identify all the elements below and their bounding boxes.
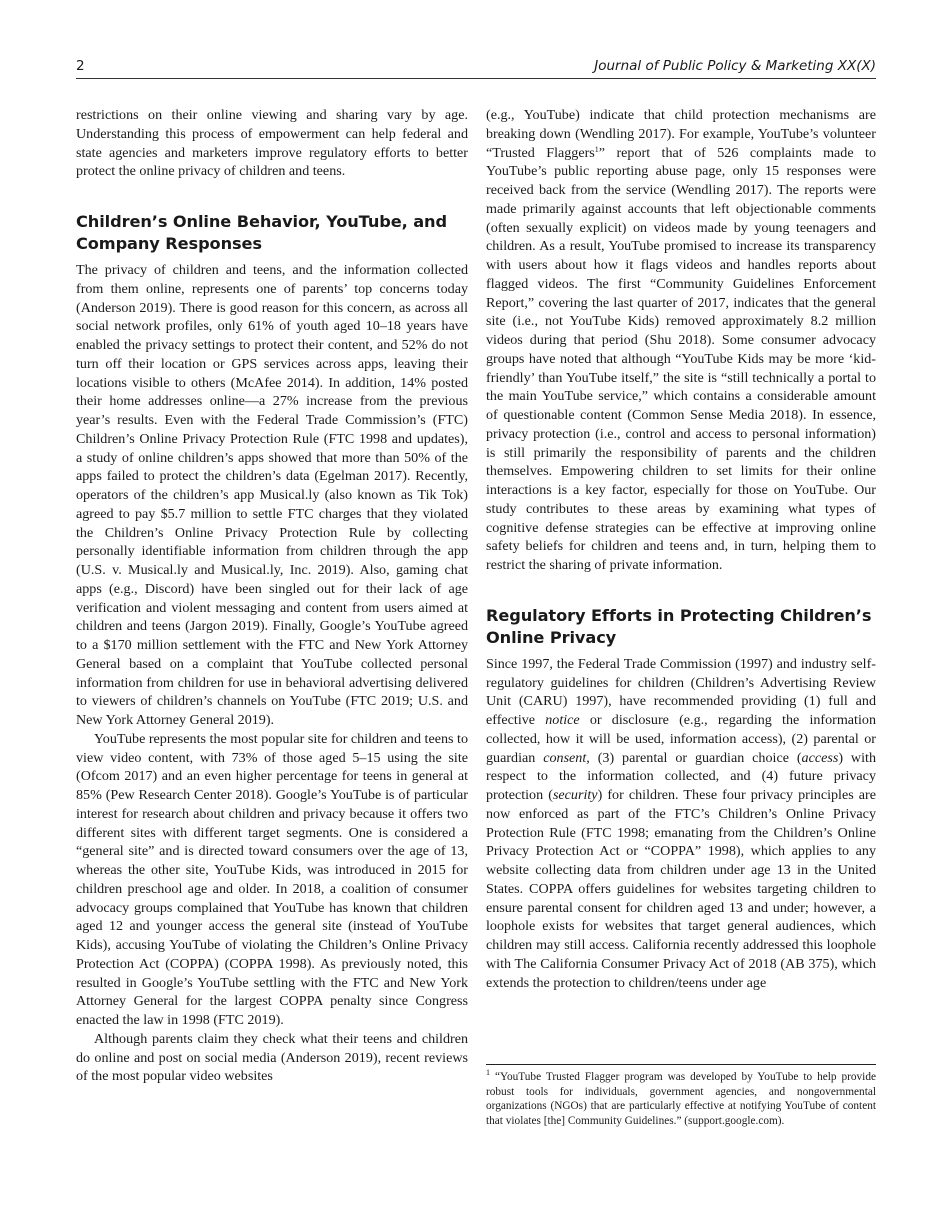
left-column (76, 106, 468, 1086)
journal-title: Journal of Public Policy & Marketing XX(X) (594, 58, 876, 74)
emphasis-access: access (801, 749, 839, 766)
body-paragraph: Although parents claim they check what their teens and children do online and post on social media (Anderson 2019), recent reviews of the most popular video websites (76, 1030, 468, 1085)
section-heading-regulatory-efforts: Regulatory Efforts in Protecting Children’s Online Privacy (486, 605, 872, 647)
intro-paragraph: restrictions on their online viewing and sharing vary by age. Understanding this process of empowerment can help federal and state agencies and marketers improve regulatory efforts to better protect the online privacy of children and teens. (76, 107, 468, 180)
running-header (76, 56, 876, 79)
footnote-number: 1 (486, 1068, 490, 1077)
body-paragraph: The privacy of children and teens, and the information collected from them online, represents one of parents’ top concerns today (Anderson 2019). There is good reason for this concern, as across all social network profiles, only 61% of youth aged 10–18 years have enabled the privacy settings to protect their content, and 52% do not turn off their location or GPS services across apps, leaving their locations visible to others (McAfee 2014). In addition, 14% posted their home addresses online—a 27% increase from the previous year’s results. Even with the Federal Trade Commission’s (FTC) Children’s Online Privacy Protection Rule (FTC 1998 and updates), a study of online children’s apps showed that more than 50% of the apps failed to protect the children’s data (Egelman 2017). Recently, operators of the children’s app Musical.ly (also known as Tik Tok) agreed to pay $5.7 million to settle FTC charges that they violated the Children’s Online Privacy Protection Rule by collecting personally identifiable information from children through the app (U.S. v. Musical.ly and Musical.ly, Inc. 2019). Also, gaming chat apps (e.g., Discord) have been singled out for their lack of age verification and violent messaging and content from users aimed at children and teens (Jargon 2019). Finally, Google’s YouTube agreed to a $170 million settlement with the FTC and New York Attorney General based on a complaint that YouTube collected personal information from children for use in behavioral advertising delivered to viewers of children’s channels on YouTube (FTC 2019; U.S. and New York Attorney General 2019). (76, 262, 468, 728)
emphasis-notice: notice (545, 712, 580, 728)
text-run: Since 1997, the Federal Trade Commission (1997) and industry self-regulatory guidelines for children (Children’s Advertising Review Unit (CARU) 1997), have recommended providing (1) full and effective (486, 655, 876, 728)
page-number: 2 (76, 58, 85, 74)
footnote-text: “YouTube Trusted Flagger program was developed by YouTube to help provide robust tools for individuals, government agencies, and nongovernmental organizations (NGOs) that are particularly effective at notifying YouTube of content that violates [the] Community Guidelines.” (support.google.com). (486, 1071, 876, 1127)
body-paragraph: YouTube represents the most popular site for children and teens to view video content, with 73% of those aged 5–15 using the site (Ofcom 2017) and an even higher percentage for teens in general at 85% (Pew Research Center 2018). Google’s YouTube is of particular interest for research about children and privacy because it offers two different sites with different target segments. One is considered a “general site” and is directed toward consumers over the age of 13, whereas the other site, YouTube Kids, was introduced in 2015 for children preschool age and older. In 2018, a coalition of consumer advocacy groups complained that YouTube has known that children aged 12 and younger access the general site (instead of YouTube Kids), accusing YouTube of violating the Children’s Online Privacy Protection Act (COPPA) (COPPA 1998). As previously noted, this resulted in Google’s YouTube settling with the FTC and New York Attorney General for the largest COPPA penalty since Congress enacted the law in 1998 (FTC 2019). (76, 730, 468, 1028)
text-run: or disclosure (e.g., regarding the information collected, how it will be used, information access), (2) parental or guardian (486, 712, 876, 766)
body-paragraph (486, 655, 876, 993)
footnote-divider (486, 1064, 876, 1065)
text-run: ) with respect to the information collected, and (4) future privacy protection ( (486, 749, 876, 803)
section-heading-childrens-online-behavior: Children’s Online Behavior, YouTube, and Company Responses (76, 212, 447, 253)
right-column (486, 106, 876, 992)
body-paragraph (486, 106, 876, 575)
footnote-marker[interactable]: 1 (594, 144, 599, 154)
text-run: ” report that of 526 complaints made to YouTube’s public reporting abuse page, only 15 responses were received back from the service (Wendling 2017). The reports were made primarily against accounts that left objectionable comments (often sexually explicit) on videos made by young teenagers and children. As a result, YouTube promised to increase its transparency with users about how it flags videos and handles reports about flagged videos. The first “Community Guidelines Enforcement Report,” covering the last quarter of 2017, indicates that the general site (i.e., not YouTube Kids) removed approximately 8.2 million videos during that period (Shu 2018). Some consumer advocacy groups have noted that although “YouTube Kids may be more ‘kid-friendly’ than YouTube itself,” the site is “still technically a portal to the main YouTube service,” which contains a considerable amount of questionable content (Common Sense Media 2018). In essence, privacy protection (i.e., control and access to personal information) is still primarily the responsibility of parents and the children themselves. Empowering children to set limits for their online interactions is a key factor, especially for those on YouTube. Our study contributes to these areas by examining what types of cognitive defense strategies can be effective at improving online safety beliefs for children and teens and, in turn, helping them to restrict the sharing of private information. (486, 144, 876, 573)
text-run: ) for children. These four privacy principles are now enforced as part of the FTC’s Children’s Online Privacy Protection Rule (FTC 1998; emanating from the Children’s Online Privacy Protection Act or “COPPA” 1998), which applies to any website collecting data from children under age 13 in the United States. COPPA offers guidelines for websites targeting children to ensure parental consent for children aged 13 and under; however, a loophole exists for websites that target general audiences, which children may still access. California recently addressed this loophole with The California Consumer Privacy Act of 2018 (AB 375), which extends the protection to children/teens under age (486, 787, 876, 991)
text-run: (e.g., YouTube) indicate that child protection mechanisms are breaking down (Wendling 2017). For example, YouTube’s volunteer “Trusted Flaggers (486, 107, 876, 161)
text-run: , (3) parental or guardian choice ( (586, 749, 802, 766)
emphasis-consent: consent (543, 749, 587, 766)
emphasis-security: security (552, 787, 598, 803)
footnote (486, 1070, 876, 1128)
